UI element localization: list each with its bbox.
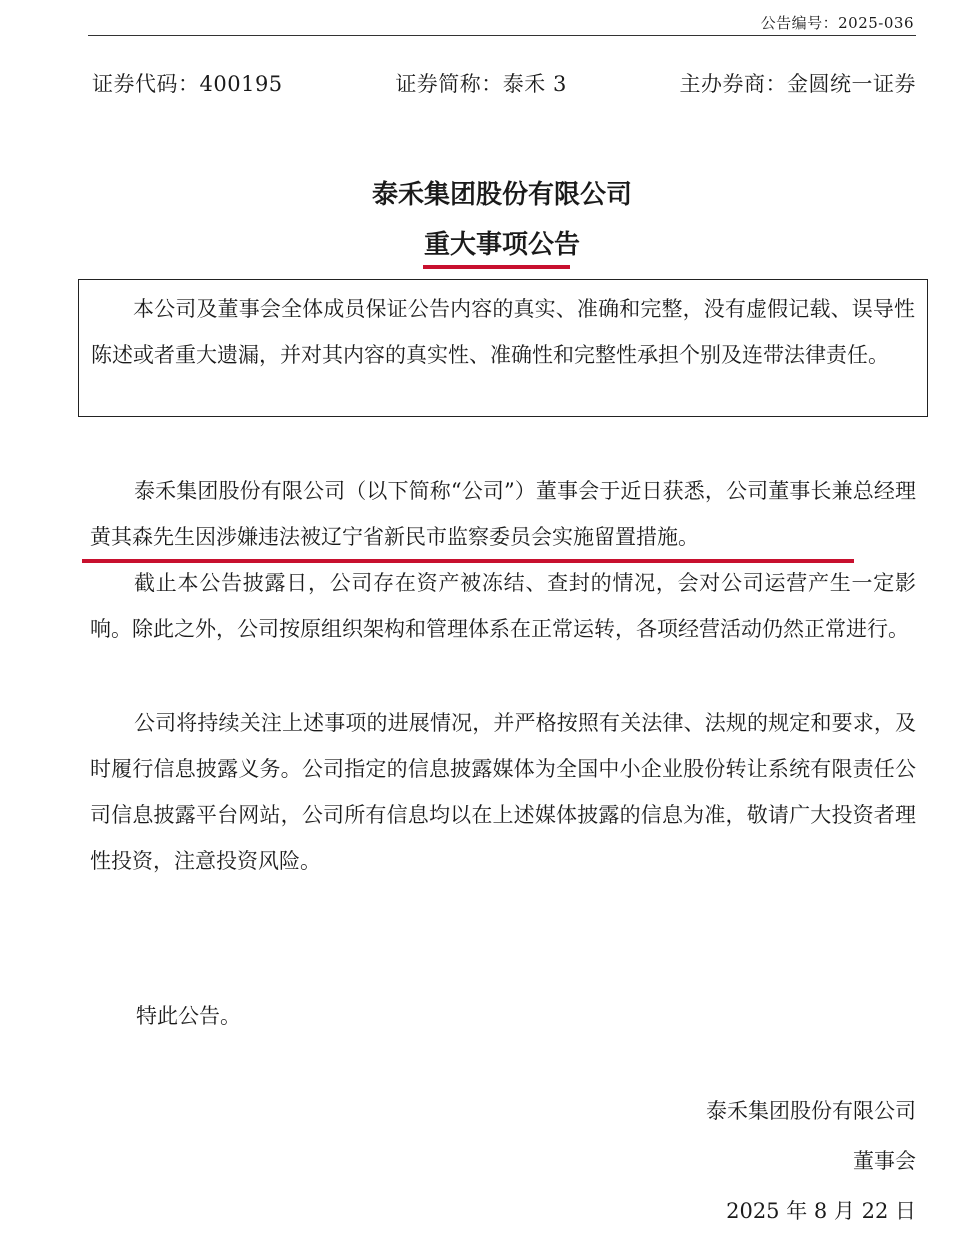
- header-rule: [88, 35, 916, 36]
- sponsor-broker: 主办券商：金圆统一证券: [679, 72, 916, 96]
- security-code: 证券代码：400195: [92, 72, 283, 96]
- paragraph-text: 泰禾集团股份有限公司（以下简称“公司”）董事会于近日获悉，公司董事长兼总经理黄其森先生因涉嫌违法被辽宁省新民市监察委员会实施留置措施。: [90, 479, 916, 549]
- paragraph-text: 公司将持续关注上述事项的进展情况，并严格按照有关法律、法规的规定和要求，及时履行信息披露义务。公司指定的信息披露媒体为全国中小企业股份转让系统有限责任公司信息披露平台网站，公司所有信息均以在上述媒体披露的信息为准，敬请广大投资者理性投资，注意投资风险。: [90, 711, 916, 873]
- title-red-underline: [423, 265, 570, 269]
- body-paragraph-3: [90, 700, 916, 884]
- signature-board: 董事会: [853, 1149, 916, 1173]
- signature-company: 泰禾集团股份有限公司: [706, 1099, 916, 1123]
- signature-date: 2025 年 8 月 22 日: [726, 1199, 916, 1223]
- body-paragraph-1: [90, 468, 916, 560]
- paragraph-text: 截止本公告披露日，公司存在资产被冻结、查封的情况，会对公司运营产生一定影响。除此之外，公司按原组织架构和管理体系在正常运转，各项经营活动仍然正常进行。: [90, 571, 916, 641]
- body-paragraph-2: [90, 560, 916, 652]
- declaration-box: [78, 279, 928, 417]
- signature-block: [706, 1086, 916, 1236]
- security-info-line: [92, 68, 916, 98]
- notice-title: 重大事项公告: [423, 230, 580, 260]
- closing-statement: 特此公告。: [136, 1004, 241, 1028]
- company-title: 泰禾集团股份有限公司: [371, 180, 632, 210]
- security-abbreviation: 证券简称：泰禾 3: [395, 72, 567, 96]
- document-number: 公告编号：2025-036: [760, 14, 914, 32]
- declaration-text: 本公司及董事会全体成员保证公告内容的真实、准确和完整，没有虚假记载、误导性陈述或者重大遗漏，并对其内容的真实性、准确性和完整性承担个别及连带法律责任。: [91, 297, 915, 367]
